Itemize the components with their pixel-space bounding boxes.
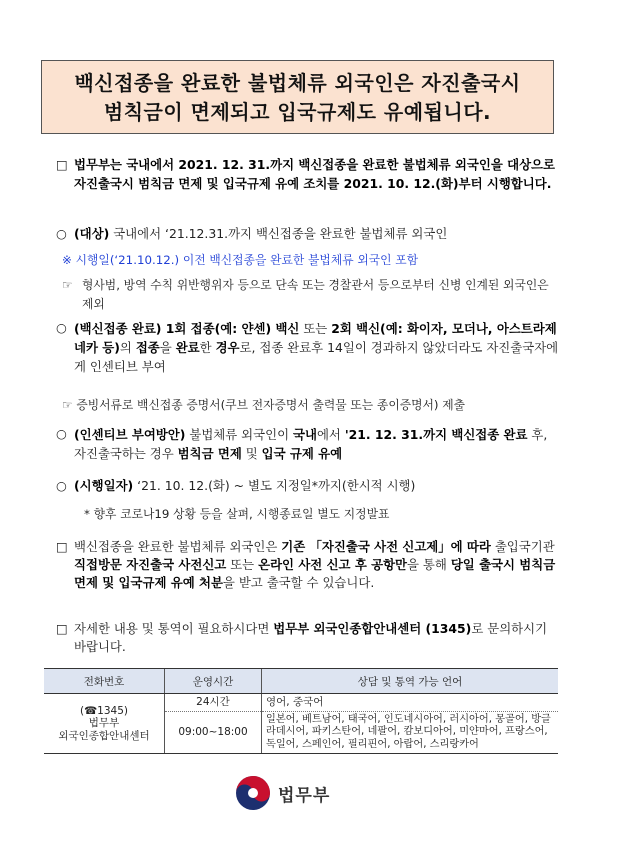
circle-bullet-icon: ○ xyxy=(56,226,67,241)
target-ref-text: 형사범, 방역 수칙 위반행위자 등으로 단속 또는 경찰관서 등으로부터 신병 인계된 외국인은 제외 xyxy=(82,278,549,311)
vaccine-t2: 또는 xyxy=(299,321,332,336)
section-2-t1: 백신접종을 완료한 불법체류 외국인은 xyxy=(74,539,282,554)
vaccine-ref-text: 증빙서류로 백신접종 증명서(쿠브 전자증명서 출력물 또는 종이증명서) 제출 xyxy=(72,398,466,412)
section-3-t3: 로 문의하시기 바랍니다. xyxy=(74,621,548,654)
contact-table xyxy=(44,668,558,754)
circle-bullet-icon: ○ xyxy=(56,478,67,493)
hours-cell: 24시간 xyxy=(165,694,262,712)
table-header: 상담 및 통역 가능 언어 xyxy=(262,669,559,694)
section-3-t2: 법무부 외국인종합안내센터 (1345) xyxy=(273,621,472,636)
vaccine-t5: 접종 xyxy=(135,340,160,355)
target-text: 국내에서 ‘21.12.31.까지 백신접종을 완료한 불법체류 외국인 xyxy=(109,226,448,241)
table-header-row xyxy=(44,669,558,694)
taegeuk-emblem-icon xyxy=(235,775,271,811)
languages-cell: 영어, 중국어 xyxy=(262,694,559,712)
languages-cell: 일본어, 베트남어, 태국어, 인도네시아어, 러시아어, 몽골어, 방글라데시어, 파키스탄어, 네팔어, 캄보디아어, 미얀마어, 프랑스어, 독일어, 스페인어, 필리핀어, 아랍어, 스리랑카어 xyxy=(262,711,559,754)
incentive-t5: 후, 자진출국하는 경우 xyxy=(74,427,548,461)
vaccine-t10: 로, 접종 완료후 14일이 경과하지 않았더라도 자진출국자에게 인센티브 부여 xyxy=(74,340,559,374)
section-2-t9: 을 받고 출국할 수 있습니다. xyxy=(222,575,375,590)
incentive-t2: 국내 xyxy=(292,427,317,442)
period-text: ‘21. 10. 12.(화) ~ 별도 지정일*까지(한시적 시행) xyxy=(133,478,416,493)
phone-number: (☎1345) xyxy=(80,704,128,717)
table-header: 운영시간 xyxy=(165,669,262,694)
target-item xyxy=(56,225,561,244)
section-2-t3: 출입국기관 xyxy=(490,539,555,554)
logo-text: 법무부 xyxy=(278,785,331,806)
square-bullet-icon: □ xyxy=(56,157,68,172)
phone-org: 법무부 xyxy=(88,717,120,730)
title-line-2: 범칙금이 면제되고 입국규제도 유예됩니다. xyxy=(103,100,492,124)
table-header: 전화번호 xyxy=(44,669,165,694)
section-2-t8: 당일 출국시 범칙금 면제 및 입국규제 유예 처분 xyxy=(74,557,556,590)
incentive-t3: 에서 xyxy=(316,427,345,442)
vaccine-ref xyxy=(62,396,567,415)
section-1 xyxy=(56,156,561,193)
note-mark-icon: ※ xyxy=(62,253,72,267)
period-label: (시행일자) xyxy=(74,478,134,493)
incentive-item xyxy=(56,425,561,463)
square-bullet-icon: □ xyxy=(56,621,68,636)
title-box xyxy=(41,60,554,134)
pointing-hand-icon: ☞ xyxy=(62,278,73,292)
square-bullet-icon: □ xyxy=(56,539,68,554)
incentive-t4: '21. 12. 31.까지 백신접종 완료 xyxy=(344,427,528,442)
section-3 xyxy=(56,620,561,656)
period-item xyxy=(56,477,561,496)
vaccine-t4: 의 xyxy=(119,340,136,355)
phone-center: 외국인종합안내센터 xyxy=(58,729,150,742)
phone-cell xyxy=(44,694,165,754)
title-line-1: 백신접종을 완료한 불법체류 외국인은 자진출국시 xyxy=(74,71,521,95)
period-note: * 향후 코로나19 상황 등을 살펴, 시행종료일 별도 지정발표 xyxy=(84,507,390,521)
incentive-label: (인센티브 부여방안) xyxy=(74,427,186,442)
circle-bullet-icon: ○ xyxy=(56,320,67,335)
section-2-t4: 직접방문 자진출국 사전신고 xyxy=(74,557,227,572)
vaccine-label: (백신접종 완료) xyxy=(74,321,162,336)
section-2-t2: 기존 「자진출국 사전 신고제」에 따라 xyxy=(281,539,491,554)
vaccine-t6: 을 xyxy=(159,340,176,355)
incentive-t1: 불법체류 외국인이 xyxy=(185,427,293,442)
vaccine-t1: 1회 접종(예: 얀센) 백신 xyxy=(161,321,300,336)
pointing-hand-icon: ☞ xyxy=(62,398,73,412)
circle-bullet-icon: ○ xyxy=(56,426,67,441)
target-ref xyxy=(62,276,557,313)
target-note xyxy=(62,251,567,270)
vaccine-t3: 2회 백신(예: 화이자, 모더나, 아스트라제네카 등) xyxy=(74,321,557,355)
target-label: (대상) xyxy=(74,226,110,241)
target-note-text: 시행일(‘21.10.12.) 이전 백신접종을 완료한 불법체류 외국인 포함 xyxy=(71,253,419,267)
incentive-t6: 범칙금 면제 xyxy=(177,446,242,461)
vaccine-t8: 한 xyxy=(199,340,216,355)
ministry-logo xyxy=(235,775,330,811)
section-1-text: 법무부는 국내에서 2021. 12. 31.까지 백신접종을 완료한 불법체류 외국인을 대상으로 자진출국시 범칙금 면제 및 입국규제 유예 조치를 2021. 10. 12.(화)부터 시행합니다. xyxy=(74,157,555,191)
section-2-t5: 또는 xyxy=(226,557,259,572)
table-row xyxy=(44,694,558,712)
section-2-t7: 을 통해 xyxy=(407,557,451,572)
section-2 xyxy=(56,538,561,592)
incentive-t8: 입국 규제 유예 xyxy=(261,446,343,461)
vaccine-item xyxy=(56,319,561,376)
vaccine-t9: 경우 xyxy=(215,340,240,355)
vaccine-t7: 완료 xyxy=(175,340,200,355)
section-3-t1: 자세한 내용 및 통역이 필요하시다면 xyxy=(74,621,274,636)
section-2-t6: 온라인 사전 신고 후 공항만 xyxy=(258,557,408,572)
hours-cell: 09:00~18:00 xyxy=(165,711,262,754)
incentive-t7: 및 xyxy=(241,446,262,461)
